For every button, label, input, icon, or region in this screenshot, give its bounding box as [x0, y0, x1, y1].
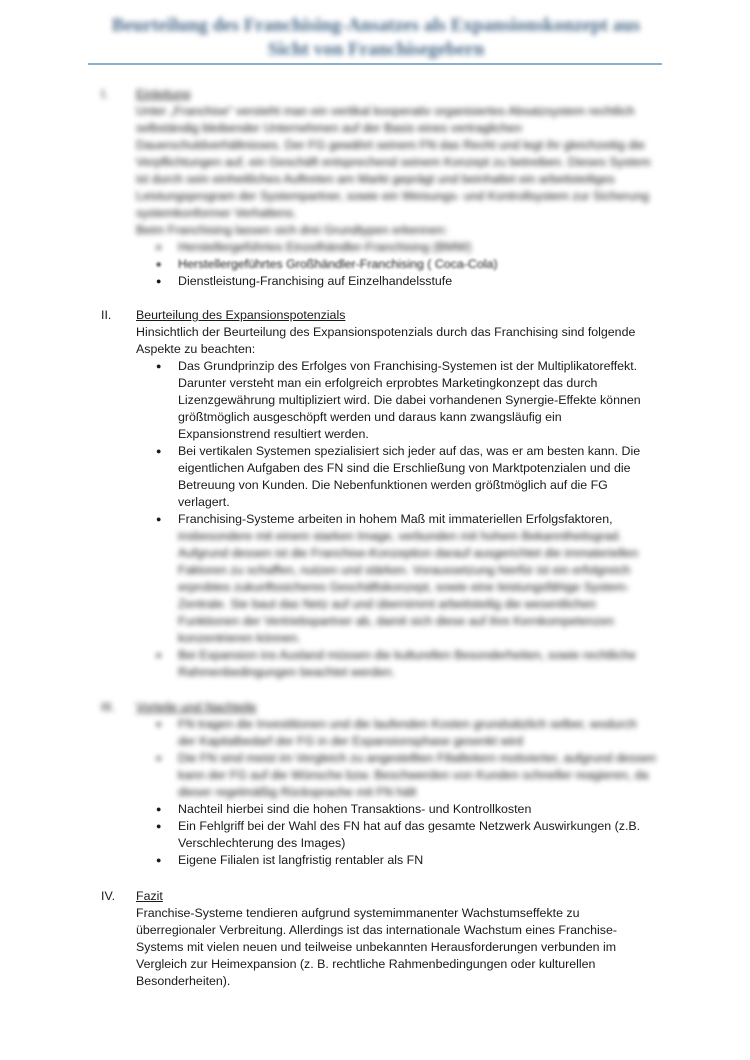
section-number: IV. [101, 889, 116, 903]
section-heading: Einleitung [136, 87, 191, 101]
list-item: ● FN tragen die Investitionen und die laufenden Kosten grundsätzlich selber, wodurch der Kapitalbedarf der FG in der Expansionsphase gesenkt wird [136, 716, 656, 750]
list-item: ● Ein Fehlgriff bei der Wahl des FN hat auf das gesamte Netzwerk Auswirkungen (z.B. Verschlechterung des Images) [136, 818, 656, 852]
list-item: ● Das Grundprinzip des Erfolges von Franchising-Systemen ist der Multiplikatoreffekt. Darunter versteht man ein erfolgreich erprobtes Marketingkonzept das durch Lizenzgewährung multipliziert wird. Die dabei vorhandenen Synergie-Effekte können größtmöglich ausgeschöpft werden und daraus kann zwangsläufig ein Expansionstrend resultiert werden. [136, 358, 656, 443]
list-item: ● Herstellergeführtes Einzelhändler-Franchising (BMW) [136, 239, 656, 256]
list-item-visible-text: Franchising-Systeme arbeiten in hohem Maß mit immateriellen Erfolgsfaktoren, [178, 512, 613, 526]
list-item: ● Die FN sind meist im Vergleich zu angestellten Filialleitern motivierter, aufgrund dessen kann der FG auf die Wünsche bzw. Beschwerden von Kunden schneller reagieren, da dieser regelmäßig Rücksprache mit FN hält [136, 750, 656, 801]
section-number: III. [101, 700, 115, 714]
document-title: Beurteilung des Franchising-Ansatzes als Expansionskonzept aus Sicht von Franchisegebern [111, 15, 641, 60]
section-heading: Beurteilung des Expansionspotenzials [136, 308, 346, 322]
section-number: I. [101, 87, 108, 101]
list-item-blurred-text: insbesondere mit einem starken Image, verbunden mit hohem Bekanntheitsgrad. Aufgrund dessen ist die Franchise-Konzeption darauf ausgerichtet die immateriellen Faktoren zu schaffen, nutzen und stärken. Voraussetzung hierfür ist ein erfolgreich erprobtes zukunftssicheres Geschäftskonzept, sowie eine leistungsfähige System-Zentrale. Sie baut das Netz auf und übernimmt arbeitsteilig die wesentlichen Funktionen der Vertriebspartner ab, damit sich diese auf ihre Kernkompetenzen konzentrieren können. [178, 529, 639, 645]
section-heading: Fazit [136, 889, 163, 903]
title-divider [88, 63, 662, 65]
paragraph: Unter „Franchise“ versteht man ein vertikal kooperativ organisiertes Absatzsystem rechtlich selbständig bleibender Unternehmen auf der Basis eines vertraglichen Dauerschuldverhältnisses. Der FG gewährt seinem FN das Recht und legt ihr gleichzeitig die Verpflichtungen auf, ein Geschäft entsprechend seinem Konzept zu betreiben. Dieses System ist durch sein einheitliches Auftreten am Markt geprägt und beinhaltet ein arbeitsteiliges Leistungsprogram der Systempartner, sowie ein Weisungs- und Kontrollsystem zur Sicherung systemkonformer Verhaltens. [136, 104, 651, 220]
list-item: ● Bei vertikalen Systemen spezialisiert sich jeder auf das, was er am besten kann. Die eigentlichen Aufgaben des FN sind die Erschließung von Marktpotenzialen und die Betreuung von Kunden. Die Nebenfunktionen werden größtmöglich auf die FG verlagert. [136, 443, 656, 511]
paragraph: Franchise-Systeme tendieren aufgrund systemimmanenter Wachstumseffekte zu überregionaler Verbreitung. Allerdings ist das internationale Wachstum eines Franchise-Systems mit vielen neuen und teilweise unbekannten Herausforderungen verbunden im Vergleich zur Heimexpansion (z. B. rechtliche Rahmenbedingungen oder kulturellen Besonderheiten). [136, 906, 617, 988]
paragraph: Beim Franchising lassen sich drei Grundtypen erkennen: [136, 223, 448, 237]
list-item: ● Bei Expansion ins Ausland müssen die kulturellen Besonderheiten, sowie rechtliche Rahmenbedingungen beachtet werden. [136, 647, 656, 681]
list-item: ● Eigene Filialen ist langfristig rentabler als FN [136, 852, 656, 869]
list-item: ● Herstellergeführtes Großhändler-Franchising ( Coca-Cola) [136, 256, 656, 273]
list-item: ● Nachteil hierbei sind die hohen Transaktions- und Kontrollkosten [136, 801, 656, 818]
list-item: ● Dienstleistung-Franchising auf Einzelhandelsstufe [136, 273, 656, 290]
paragraph: Hinsichtlich der Beurteilung des Expansionspotenzials durch das Franchising sind folgende Aspekte zu beachten: [136, 325, 636, 356]
section-heading: Vorteile und Nachteile [136, 700, 257, 714]
list-item [136, 511, 656, 647]
section-number: II. [101, 308, 112, 322]
